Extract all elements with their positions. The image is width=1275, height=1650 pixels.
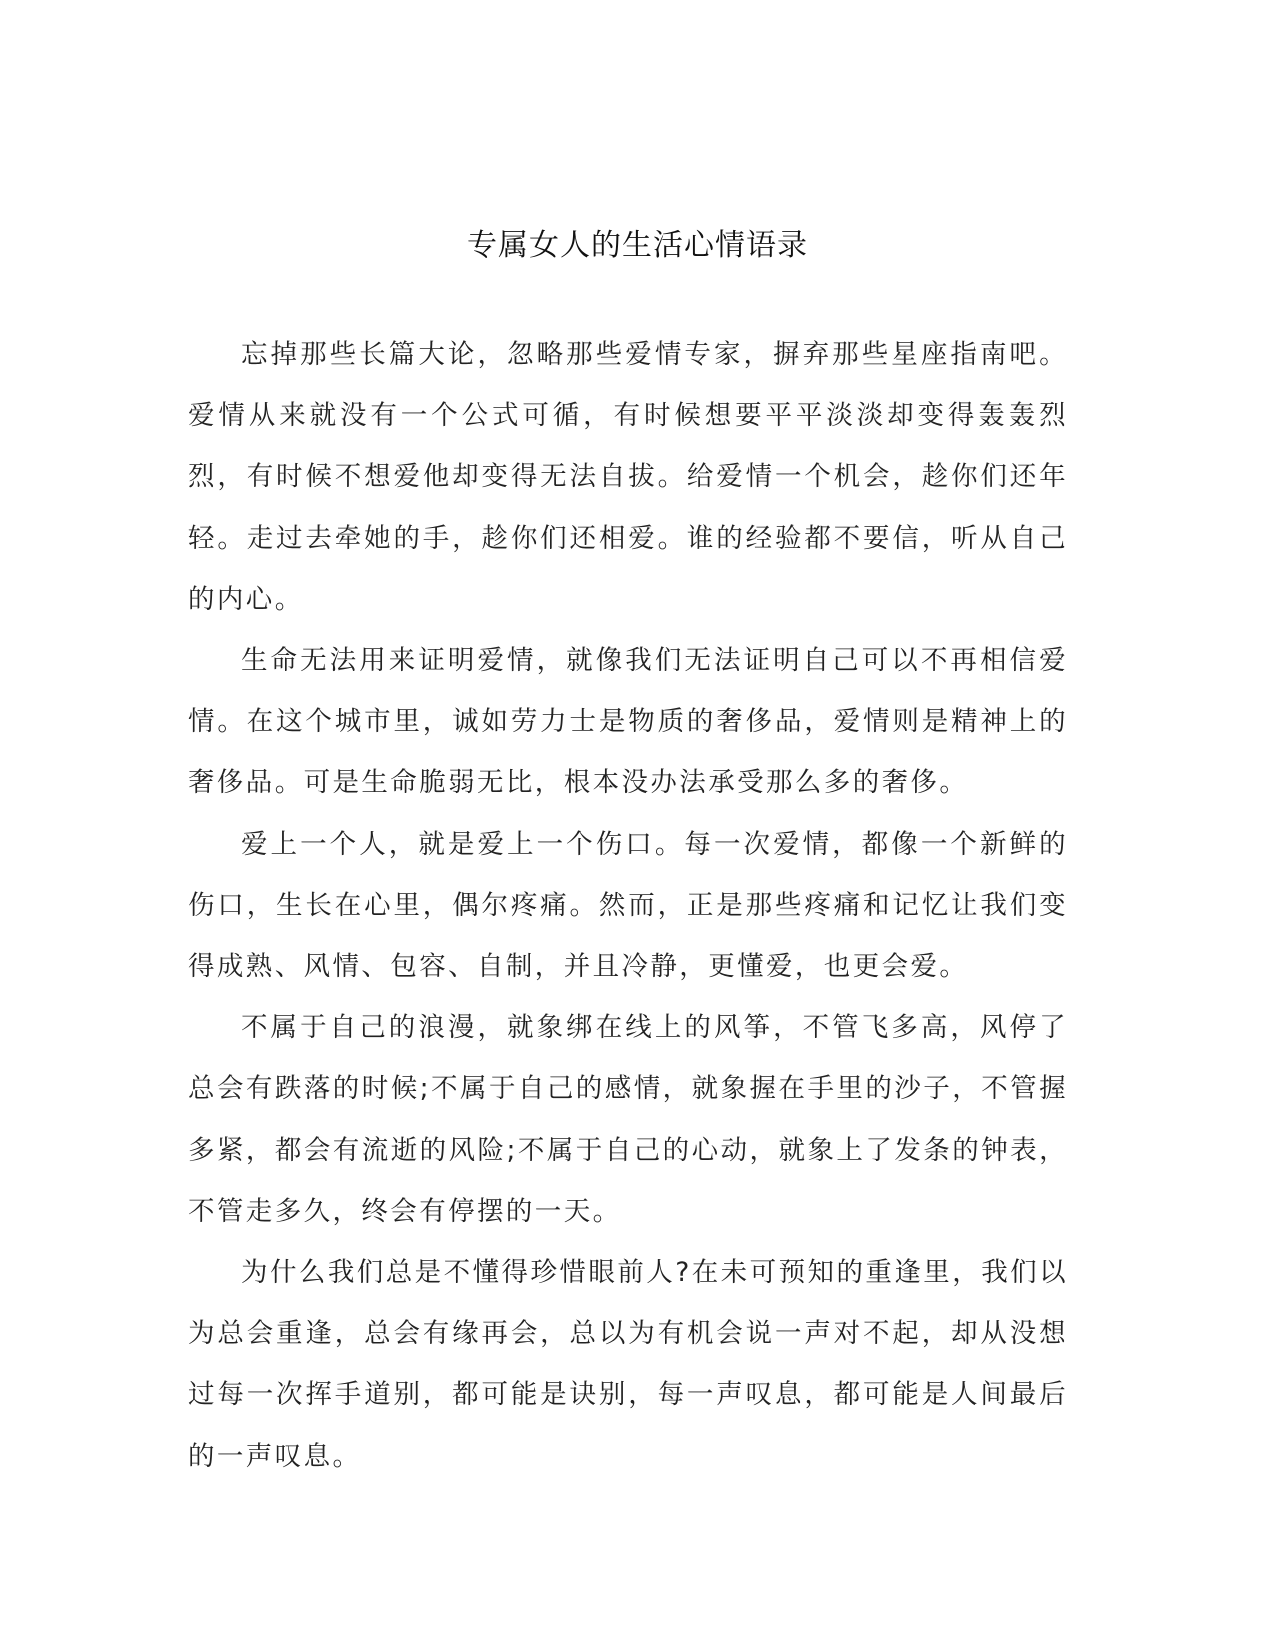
paragraph-1: 忘掉那些长篇大论，忽略那些爱情专家，摒弃那些星座指南吧。爱情从来就没有一个公式可循，有时候想要平平淡淡却变得轰轰烈烈，有时候不想爱他却变得无法自拔。给爱情一个机会，趁你们还年轻。走过去牵她的手，趁你们还相爱。谁的经验都不要信，听从自己的内心。 <box>188 339 1068 615</box>
paragraph-4: 不属于自己的浪漫，就象绑在线上的风筝，不管飞多高，风停了总会有跌落的时候;不属于自己的感情，就象握在手里的沙子，不管握多紧，都会有流逝的风险;不属于自己的心动，就象上了发条的钟表，不管走多久，终会有停摆的一天。 <box>188 1012 1068 1227</box>
paragraph-3: 爱上一个人，就是爱上一个伤口。每一次爱情，都像一个新鲜的伤口，生长在心里，偶尔疼痛。然而，正是那些疼痛和记忆让我们变得成熟、风情、包容、自制，并且冷静，更懂爱，也更会爱。 <box>188 828 1068 983</box>
document-title: 专属女人的生活心情语录 <box>467 228 808 264</box>
paragraph-2: 生命无法用来证明爱情，就像我们无法证明自己可以不再相信爱情。在这个城市里，诚如劳力士是物质的奢侈品，爱情则是精神上的奢侈品。可是生命脆弱无比，根本没办法承受那么多的奢侈。 <box>188 645 1068 799</box>
paragraph-5: 为什么我们总是不懂得珍惜眼前人?在未可预知的重逢里，我们以为总会重逢，总会有缘再会，总以为有机会说一声对不起，却从没想过每一次挥手道别，都可能是诀别，每一声叹息，都可能是人间最后的一声叹息。 <box>188 1257 1068 1472</box>
document-body <box>188 324 1068 1487</box>
